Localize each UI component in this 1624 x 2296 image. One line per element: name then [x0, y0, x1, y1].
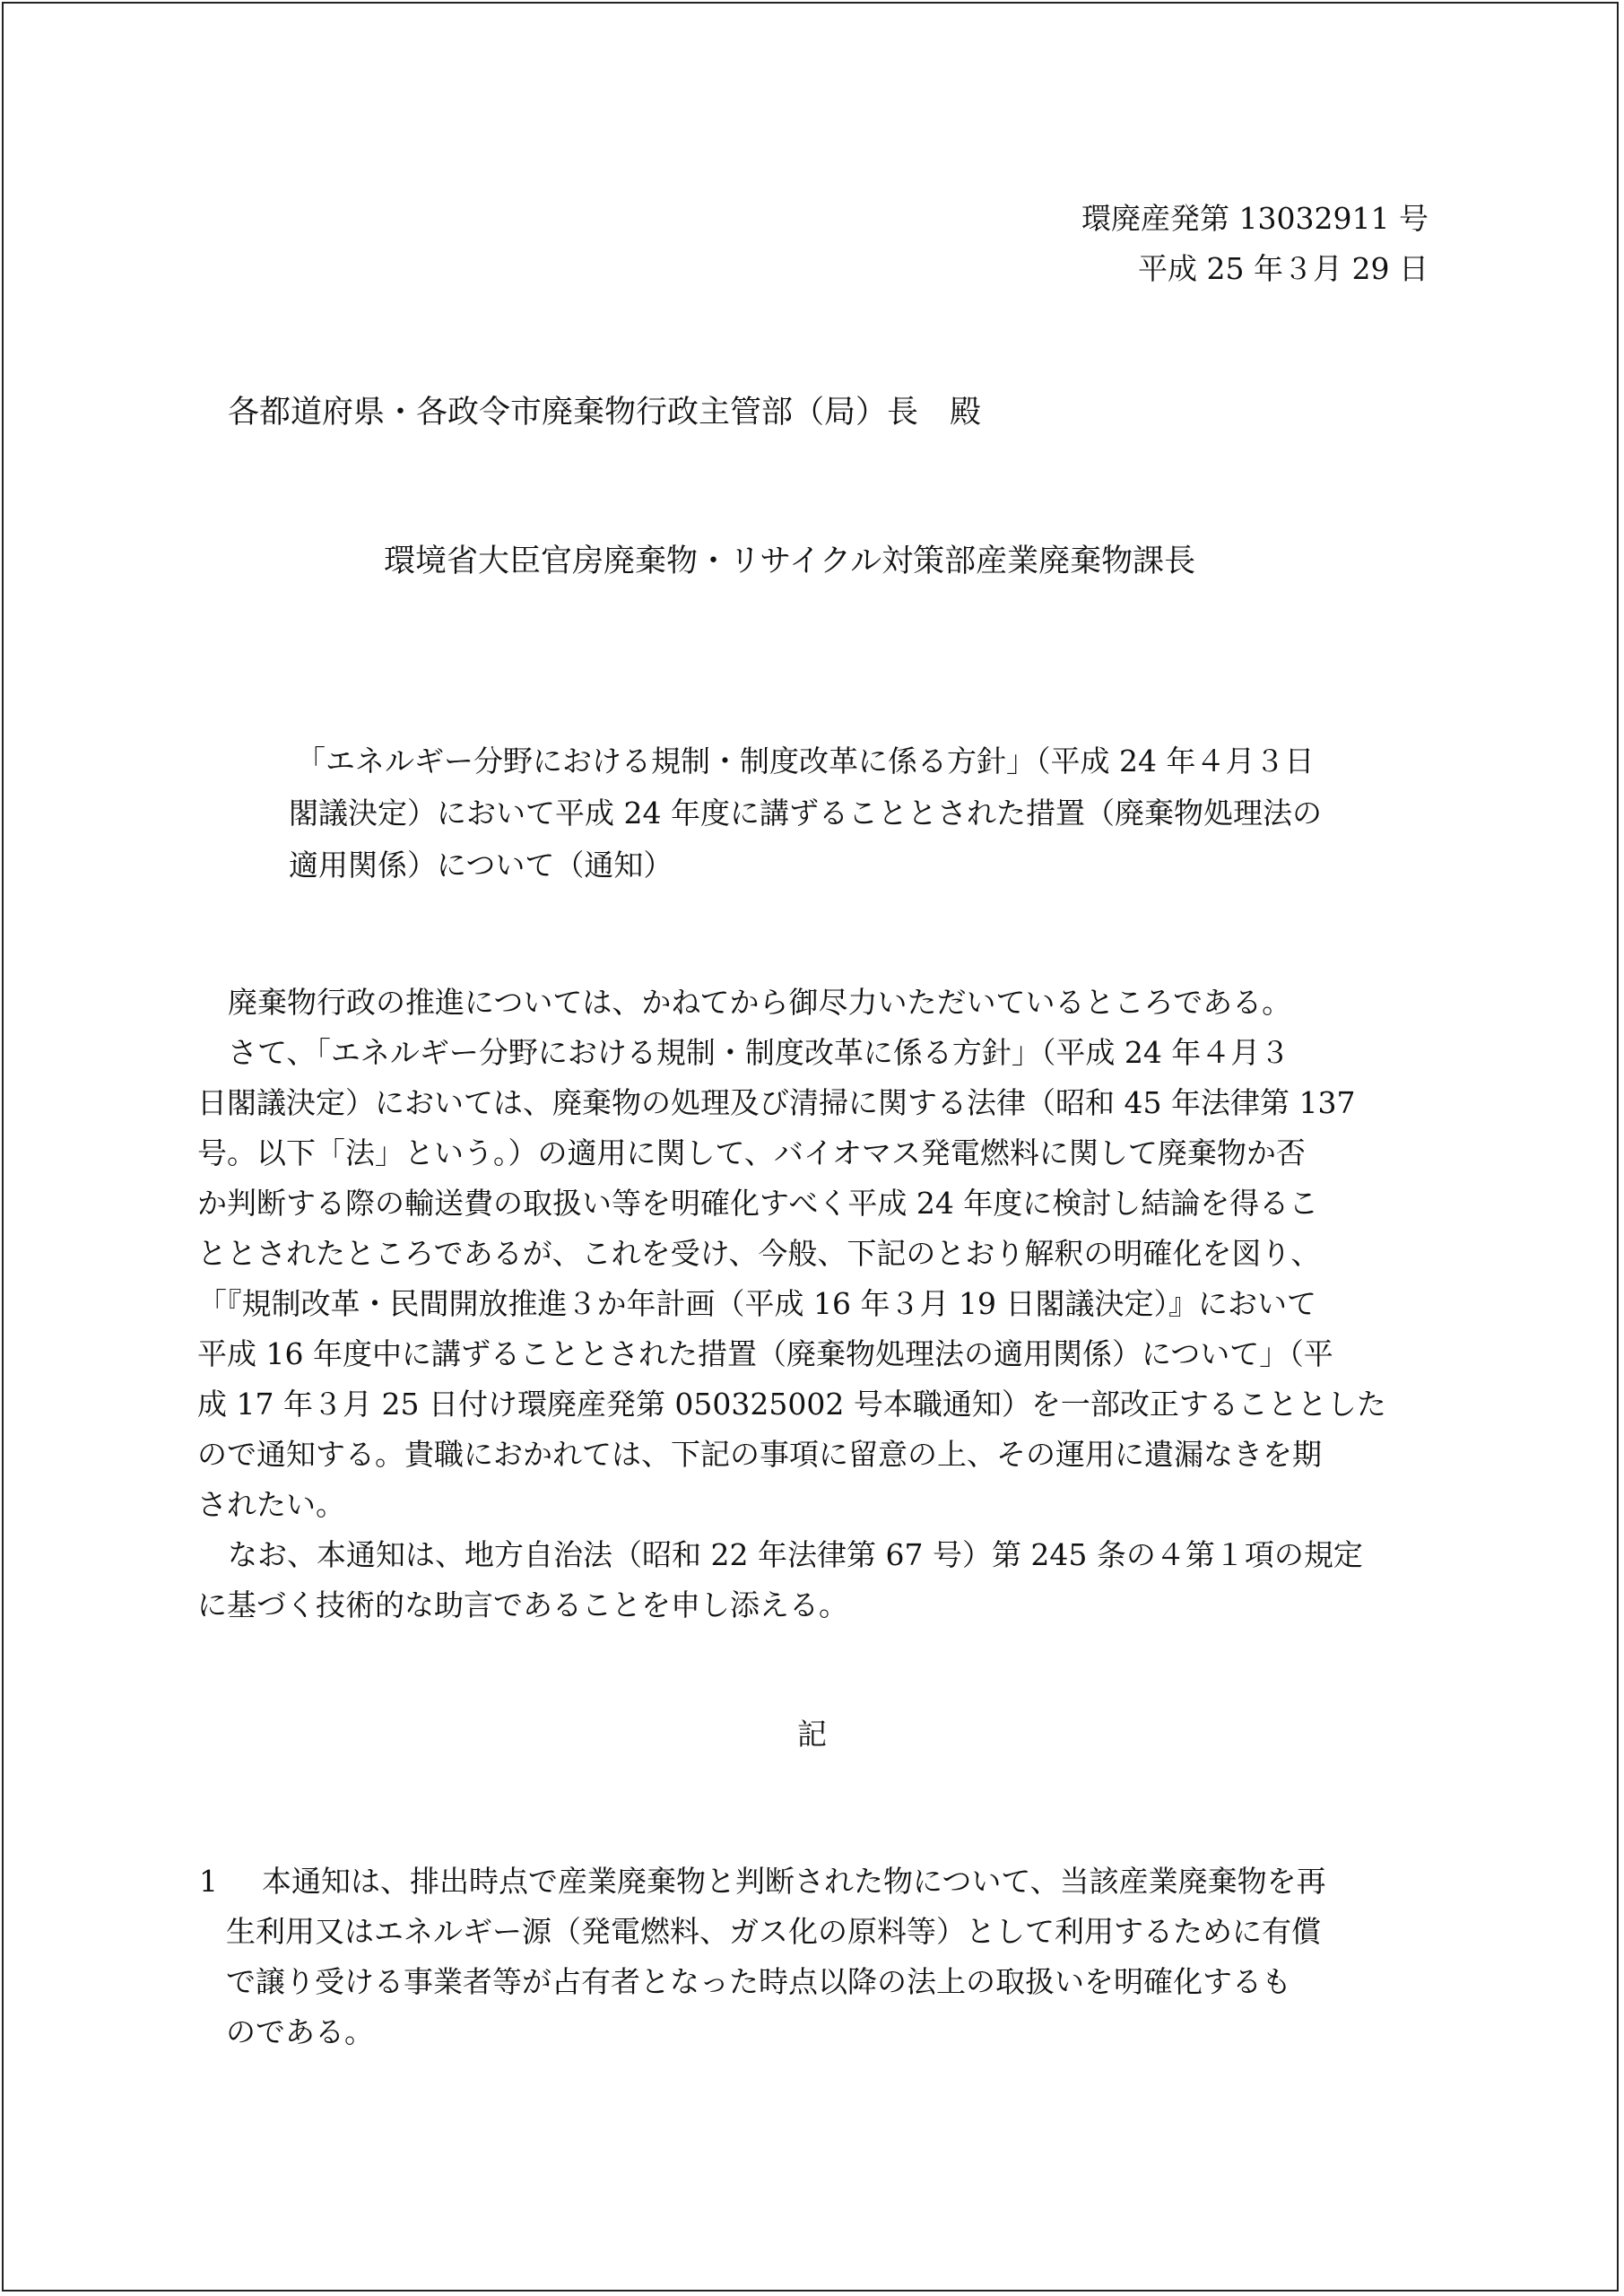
- body-line: なお、本通知は、地方自治法（昭和 22 年法律第 67 号）第 245 条の４第１項の規定: [228, 1537, 1363, 1572]
- subject-line: 適用関係）について（通知）: [289, 848, 673, 883]
- document-number: 環廃産発第 13032911 号: [1081, 201, 1429, 236]
- item-line: 生利用又はエネルギー源（発電燃料、ガス化の原料等）として利用するために有償: [226, 1914, 1321, 1949]
- body-paragraphs: [197, 978, 1435, 1631]
- item-line: のである。: [226, 2014, 374, 2049]
- list-item: [199, 1857, 1437, 2057]
- item-line: [199, 1857, 1437, 1907]
- subject-line: 「エネルギー分野における規制・制度改革に係る方針」（平成 24 年４月３日: [296, 744, 1315, 778]
- addressee: 各都道府県・各政令市廃棄物行政主管部（局）長 殿: [228, 395, 982, 430]
- body-line: に基づく技術的な助言であることを申し添える。: [197, 1587, 848, 1622]
- document-date: 平成 25 年３月 29 日: [1138, 251, 1429, 286]
- body-line: されたい。: [197, 1487, 345, 1522]
- body-line: 日閣議決定）においては、廃棄物の処理及び清掃に関する法律（昭和 45 年法律第 137: [197, 1085, 1356, 1120]
- subject-line: 閣議決定）において平成 24 年度に講ずることとされた措置（廃棄物処理法の: [289, 796, 1322, 831]
- body-line: 号。以下「法」という。）の適用に関して、バイオマス発電燃料に関して廃棄物か否: [197, 1135, 1306, 1170]
- body-line: 平成 16 年度中に講ずることとされた措置（廃棄物処理法の適用関係）について」（平: [197, 1336, 1333, 1371]
- item-text: 本通知は、排出時点で産業廃棄物と判断された物について、当該産業廃棄物を再: [262, 1864, 1326, 1899]
- body-line: 「『規制改革・民間開放推進３か年計画（平成 16 年３月 19 日閣議決定）』において: [197, 1286, 1316, 1321]
- sender: 環境省大臣官房廃棄物・リサイクル対策部産業廃棄物課長: [384, 544, 1196, 579]
- body-line: 廃棄物行政の推進については、かねてから御尽力いただいているところである。: [228, 985, 1292, 1020]
- body-line: さて、「エネルギー分野における規制・制度改革に係る方針」（平成 24 年４月３: [228, 1035, 1290, 1070]
- body-line: か判断する際の輸送費の取扱い等を明確化すべく平成 24 年度に検討し結論を得るこ: [197, 1186, 1319, 1221]
- body-line: ので通知する。貴職におかれては、下記の事項に留意の上、その運用に遺漏なきを期: [197, 1437, 1322, 1472]
- item-line: で譲り受ける事業者等が占有者となった時点以降の法上の取扱いを明確化するも: [226, 1964, 1291, 1999]
- body-line: ととされたところであるが、これを受け、今般、下記のとおり解釈の明確化を図り、: [197, 1236, 1321, 1271]
- subject-title: [289, 735, 1433, 891]
- ki-heading: 記: [797, 1717, 827, 1752]
- item-number: 1: [199, 1864, 218, 1899]
- body-line: 成 17 年３月 25 日付け環廃産発第 050325002 号本職通知）を一部改正することとした: [197, 1387, 1386, 1422]
